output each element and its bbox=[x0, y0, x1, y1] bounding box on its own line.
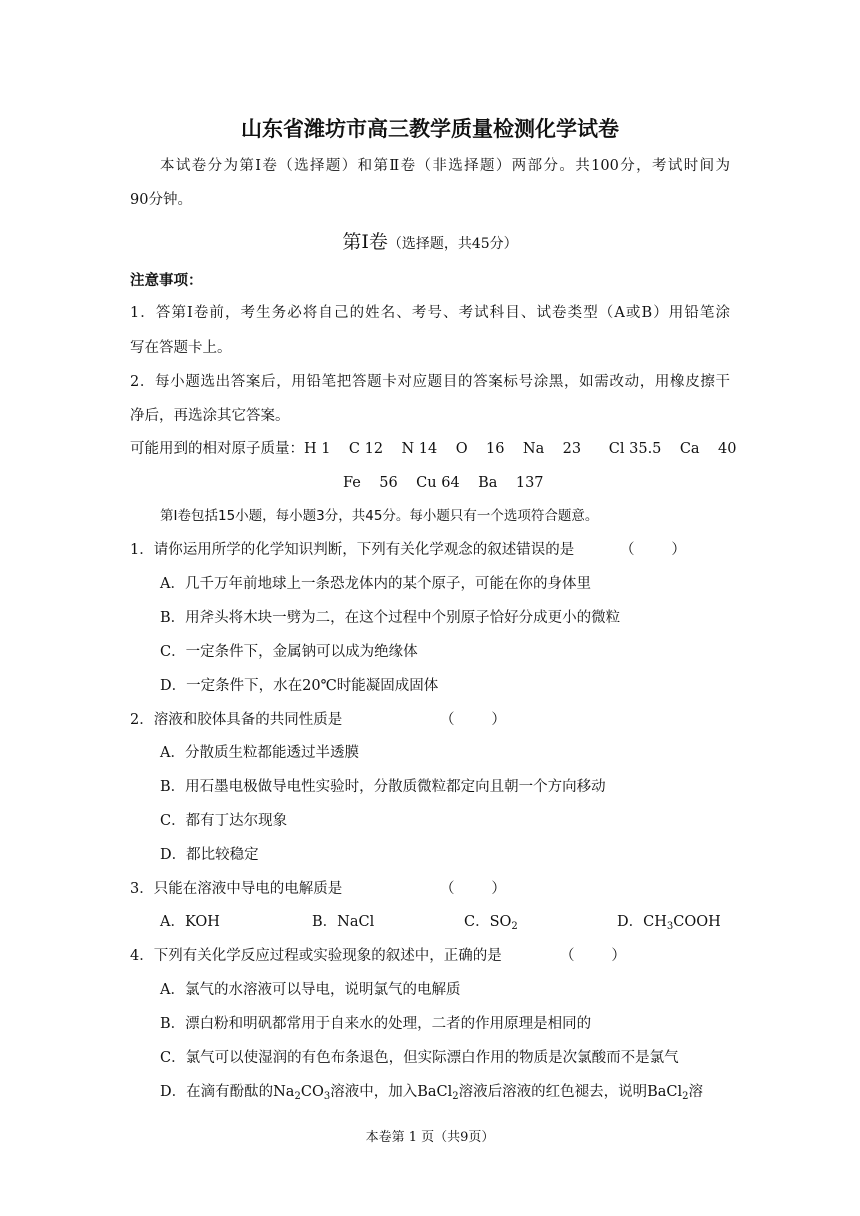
question-1-option-a: A．几千万年前地球上一条恐龙体内的某个原子，可能在你的身体里 bbox=[160, 576, 591, 592]
note-2-line-2: 净后，再选涂其它答案。 bbox=[130, 408, 290, 424]
question-1-answer-blank: （ ） bbox=[620, 542, 686, 558]
atomic-masses-line-2: Fe 56 Cu 64 Ba 137 bbox=[343, 475, 544, 491]
question-4-option-a: A．氯气的水溶液可以导电，说明氯气的电解质 bbox=[160, 982, 461, 998]
question-1-option-c: C．一定条件下，金属钠可以成为绝缘体 bbox=[160, 644, 418, 660]
page-footer: 本卷第 1 页（共9页） bbox=[365, 1130, 495, 1145]
question-2-option-d: D．都比较稳定 bbox=[160, 847, 259, 863]
question-4-option-c: C．氯气可以使湿润的有色布条退色，但实际漂白作用的物质是次氯酸而不是氯气 bbox=[160, 1050, 679, 1066]
section-heading bbox=[0, 233, 860, 252]
question-3-option-c: C．$SO_2$ bbox=[464, 914, 518, 932]
atomic-masses-line-1: 可能用到的相对原子质量：H 1 C 12 N 14 O 16 Na 23 Cl 35.5 Ca 40 bbox=[130, 441, 737, 457]
note-2-line-1: 2．每小题选出答案后，用铅笔把答题卡对应题目的答案标号涂黑，如需改动，用橡皮擦干 bbox=[130, 374, 730, 390]
intro-line-1: 本试卷分为第Ⅰ卷（选择题）和第Ⅱ卷（非选择题）两部分。共100分，考试时间为 bbox=[160, 158, 730, 174]
question-2-stem: 2．溶液和胶体具备的共同性质是 bbox=[130, 712, 343, 728]
question-2-option-b: B．用石墨电极做导电性实验时，分散质微粒都定向且朝一个方向移动 bbox=[160, 779, 606, 795]
question-4-answer-blank: （ ） bbox=[560, 948, 626, 964]
intro-line-2: 90分钟。 bbox=[130, 192, 192, 208]
notes-heading: 注意事项： bbox=[130, 272, 203, 289]
question-2-answer-blank: （ ） bbox=[440, 712, 506, 728]
question-4-stem: 4．下列有关化学反应过程或实验现象的叙述中，正确的是 bbox=[130, 948, 502, 964]
section-instructions: 第Ⅰ卷包括15小题，每小题3分，共45分。每小题只有一个选项符合题意。 bbox=[160, 508, 599, 524]
question-2-option-a: A．分散质生粒都能透过半透膜 bbox=[160, 745, 359, 761]
section-subtitle: （选择题，共45分） bbox=[387, 236, 518, 252]
question-4-option-b: B．漂白粉和明矾都常用于自来水的处理，二者的作用原理是相同的 bbox=[160, 1016, 592, 1032]
question-3-stem: 3．只能在溶液中导电的电解质是 bbox=[130, 881, 343, 897]
question-1-stem: 1．请你运用所学的化学知识判断，下列有关化学观念的叙述错误的是 bbox=[130, 542, 575, 558]
note-1-line-2: 写在答题卡上。 bbox=[130, 340, 232, 356]
section-name: 第Ⅰ卷 bbox=[342, 231, 388, 253]
question-1-option-d: D．一定条件下，水在20℃时能凝固成固体 bbox=[160, 678, 439, 694]
question-2-option-c: C．都有丁达尔现象 bbox=[160, 813, 288, 829]
question-3-option-b: B．NaCl bbox=[312, 914, 375, 930]
question-3-option-d: D．$CH_3COOH$ bbox=[617, 914, 721, 932]
question-3-option-a: A．KOH bbox=[160, 914, 220, 930]
question-4-option-d: D．在滴有酚酞的$Na_2CO_3$溶液中，加入BaCl$_2$溶液后溶液的红色褪去，说明BaCl$_2$溶 bbox=[160, 1084, 704, 1102]
page-title: 山东省潍坊市高三教学质量检测化学试卷 bbox=[241, 116, 619, 141]
note-1-line-1: 1．答第Ⅰ卷前，考生务必将自己的姓名、考号、考试科目、试卷类型（A或B）用铅笔涂 bbox=[130, 305, 730, 321]
question-1-option-b: B．用斧头将木块一劈为二，在这个过程中个别原子恰好分成更小的微粒 bbox=[160, 610, 621, 626]
question-3-answer-blank: （ ） bbox=[440, 881, 506, 897]
